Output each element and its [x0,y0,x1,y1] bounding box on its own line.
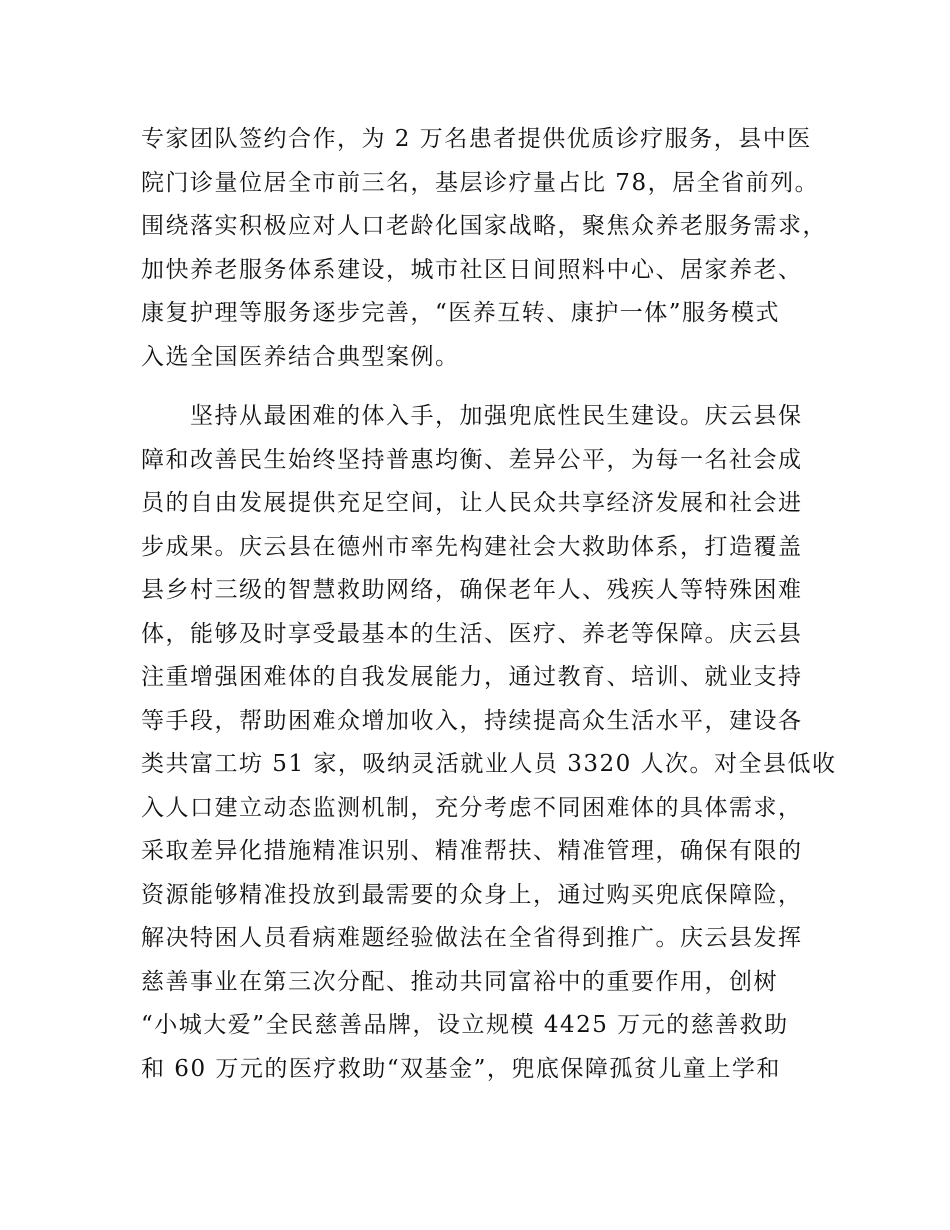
paragraph-2 [141,395,837,1091]
paragraph-line: 资源能够精准投放到最需要的众身上，通过购买兜底保障险， [141,881,803,908]
paragraph-line: 类共富工坊 51 家，吸纳灵活就业人员 3320 人次。对全县低收 [141,751,837,777]
paragraph-line: 入选全国医养结合典型案例。 [141,343,460,370]
paragraph-line: “小城大爱”全民慈善品牌，设立规模 4425 万元的慈善救助 [141,1012,789,1038]
paragraph-line: 加快养老服务体系建设，城市社区日间照料中心、居家养老、 [141,256,803,283]
paragraph-line: 康复护理等服务逐步完善，“医养互转、康护一体”服务模式 [141,300,781,326]
paragraph-line: 和 60 万元的医疗救助“双基金”，兜底保障孤贫儿童上学和 [141,1055,781,1082]
paragraph-line: 县乡村三级的智慧救助网络，确保老年人、残疾人等特殊困难 [141,577,803,603]
paragraph-line: 慈善事业在第三次分配、推动共同富裕中的重要作用，创树 [141,968,778,995]
paragraph-line: 入人口建立动态监测机制，充分考虑不同困难体的具体需求， [141,794,803,821]
paragraph-line: 障和改善民生始终坚持普惠均衡、差异公平，为每一名社会成 [141,446,803,473]
paragraph-line: 注重增强困难体的自我发展能力，通过教育、培训、就业支持 [141,664,803,690]
paragraph-line: 员的自由发展提供充足空间，让人民众共享经济发展和社会进 [141,490,803,516]
paragraph-line: 等手段，帮助困难众增加收入，持续提高众生活水平，建设各 [141,707,803,734]
paragraph-line: 坚持从最困难的体入手，加强兜底性民生建设。庆云县保 [141,403,803,429]
paragraph-line: 院门诊量位居全市前三名，基层诊疗量占比 78，居全省前列。 [141,169,820,196]
paragraph-line: 专家团队签约合作，为 2 万名患者提供优质诊疗服务，县中医 [141,126,812,152]
paragraph-line: 解决特困人员看病难题经验做法在全省得到推广。庆云县发挥 [141,925,803,951]
paragraph-line: 步成果。庆云县在德州市率先构建社会大救助体系，打造覆盖 [141,533,803,560]
paragraph-line: 体，能够及时享受最基本的生活、医疗、养老等保障。庆云县 [141,620,803,647]
paragraph-1 [141,118,827,379]
paragraph-line: 围绕落实积极应对人口老龄化国家战略，聚焦众养老服务需求， [141,213,827,239]
paragraph-line: 采取差异化措施精准识别、精准帮扶、精准管理，确保有限的 [141,838,803,864]
